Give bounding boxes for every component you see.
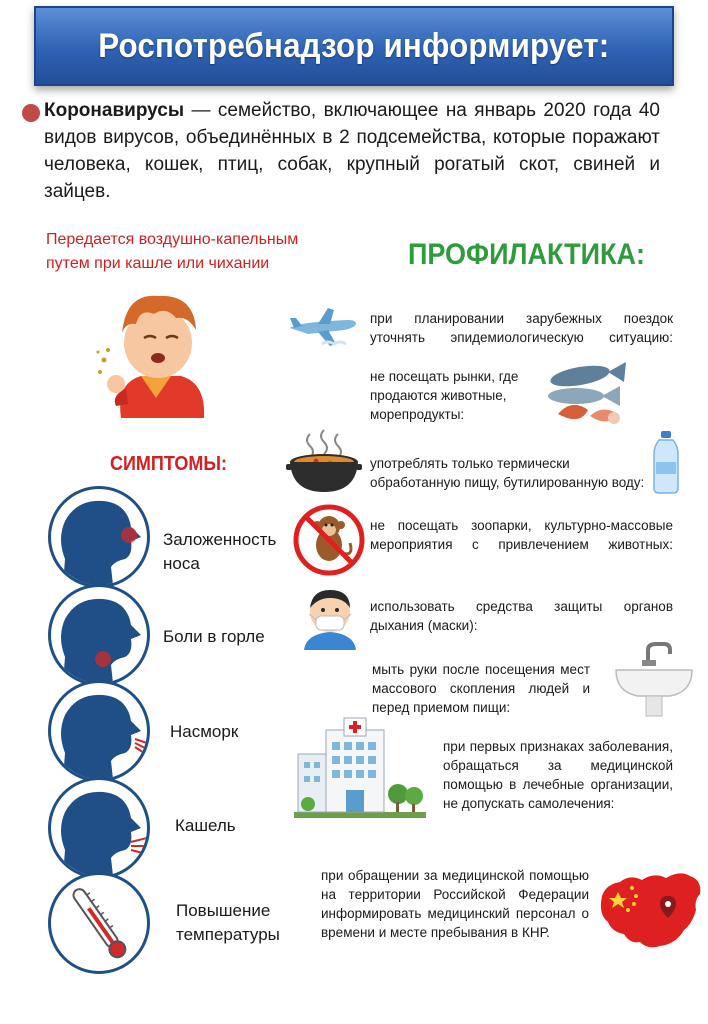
bullet-dot-icon [22, 104, 40, 122]
sink-icon [612, 642, 696, 718]
symptom-circle [48, 584, 150, 686]
no-monkey-icon [292, 503, 366, 577]
cooking-pot-icon [286, 428, 362, 498]
prevention-item-text: не посещать рынки, где продаются животные, морепродукты: [370, 369, 519, 422]
prevention-item-text: не посещать зоопарки, культурно-массовые мероприятия с привлечением животных: [370, 518, 673, 552]
coughing-boy-icon [96, 288, 216, 418]
prevention-item-text: употреблять только термически обработанную пищу, бутилированную воду: [370, 456, 645, 490]
head-runny-nose-icon [51, 683, 147, 779]
symptom-label-line2: носа [163, 554, 200, 573]
symptom-label: Кашель [175, 816, 236, 835]
intro-paragraph [44, 97, 660, 205]
head-cough-icon [51, 780, 147, 876]
china-map-icon [596, 866, 706, 952]
symptom-circle [48, 777, 150, 879]
head-nose-icon [51, 489, 147, 585]
head-throat-icon [51, 587, 147, 683]
prevention-title: ПРОФИЛАКТИКА: [408, 238, 645, 271]
header-banner [34, 6, 674, 86]
transmission-note [46, 228, 336, 276]
symptom-label: Боли в горле [163, 627, 265, 646]
symptom-label-line1: Заложенность [163, 530, 277, 549]
hospital-icon [290, 716, 430, 820]
symptom-circle [48, 872, 150, 974]
symptom-label: Насморк [170, 722, 239, 741]
transmission-line-1: Передается воздушно-капельным [46, 231, 299, 248]
seafood-icon [540, 356, 632, 432]
intro-term: Коронавирусы [44, 100, 185, 121]
symptom-label [176, 899, 280, 947]
symptom-label-line1: Повышение [176, 901, 271, 920]
intro-text: — семейство, включающее на январь 2020 года 40 видов вирусов, объединённых в 2 подсемейства, которые поражают человека, кошек, птиц, собак, крупный рогатый скот, свиней и зайцев. [44, 100, 660, 202]
water-bottle-icon [650, 430, 682, 494]
thermometer-icon [51, 875, 147, 971]
transmission-line-2: путем при кашле или чихании [46, 255, 270, 272]
symptom-circle [48, 680, 150, 782]
airplane-icon [288, 306, 358, 350]
prevention-item-text: использовать средства защиты органов дыхания (маски): [370, 599, 673, 633]
symptom-label-line2: температуры [176, 925, 280, 944]
prevention-item-text: при первых признаках заболевания, обращаться за медицинской помощью в лечебные организации, не допускать самолечения: [443, 739, 673, 811]
symptom-label [163, 528, 276, 576]
symptoms-title: СИМПТОМЫ: [110, 453, 228, 475]
prevention-item-text: мыть руки после посещения мест массового скопления людей и перед приемом пищи: [372, 662, 590, 715]
prevention-item-text: при обращении за медицинской помощью на территории Российской Федерации информировать медицинский персонал о времени и месте пребывания в КНР. [321, 868, 589, 940]
page-title: Роспотребнадзор информирует: [98, 26, 610, 65]
mask-person-icon [300, 586, 360, 650]
prevention-item-text: при планировании зарубежных поездок уточнять эпидемиологическую ситуацию: [370, 311, 673, 345]
symptom-circle [48, 486, 150, 588]
